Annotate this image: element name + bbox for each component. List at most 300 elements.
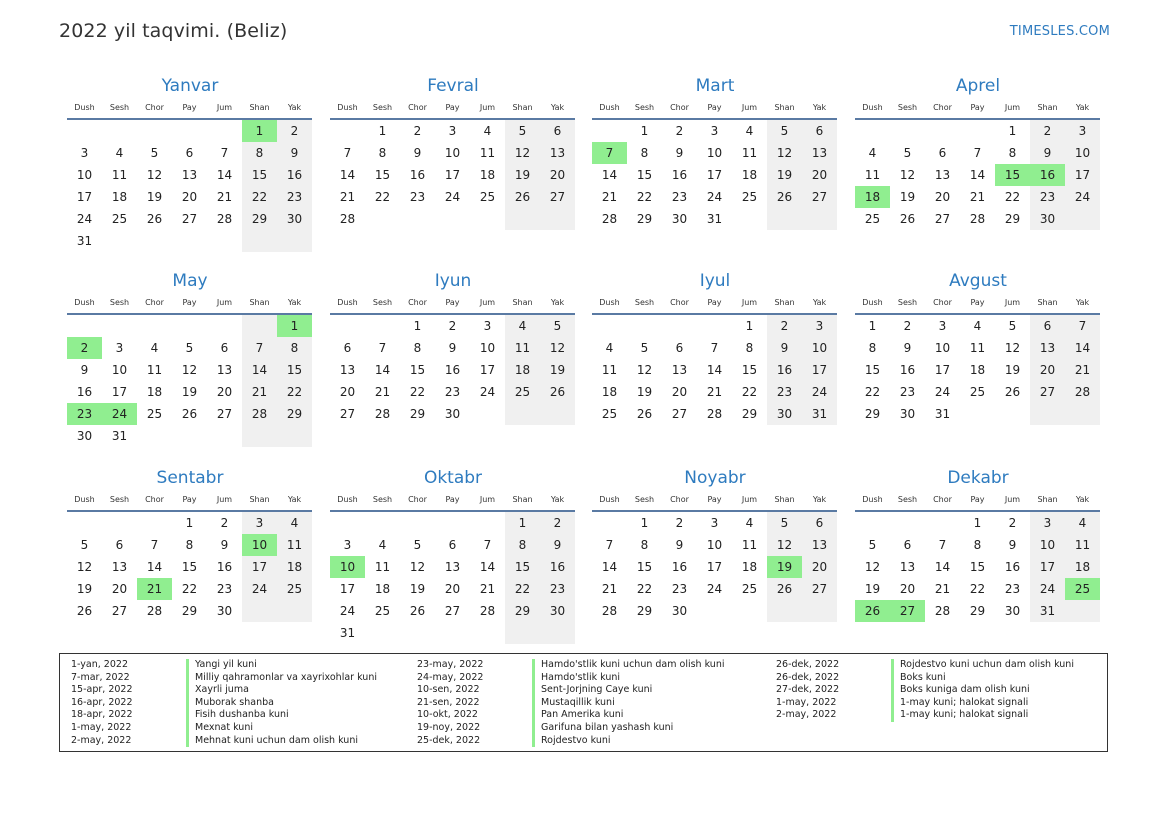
day-cell: 25 bbox=[505, 381, 540, 403]
weekday-label: Pay bbox=[707, 495, 722, 504]
day-cell: 11 bbox=[969, 341, 986, 355]
day-cell: 25 bbox=[741, 582, 758, 596]
weekday-header bbox=[67, 490, 312, 512]
day-cell: 11 bbox=[146, 363, 163, 377]
day-grid bbox=[330, 512, 575, 644]
day-cell: 28 bbox=[969, 212, 986, 226]
day-grid bbox=[67, 315, 312, 447]
day-cell: 28 bbox=[146, 604, 163, 618]
day-cell: 15 bbox=[409, 363, 426, 377]
day-cell: 13 bbox=[540, 142, 575, 164]
holiday-day-cell: 1 bbox=[242, 120, 277, 142]
day-cell: 29 bbox=[636, 212, 653, 226]
day-cell: 17 bbox=[444, 168, 461, 182]
day-cell: 6 bbox=[1030, 315, 1065, 337]
day-cell: 12 bbox=[636, 363, 653, 377]
day-cell: 16 bbox=[444, 363, 461, 377]
day-cell: 25 bbox=[601, 407, 618, 421]
day-cell: 6 bbox=[540, 120, 575, 142]
holiday-date: 23-may, 2022 bbox=[417, 659, 484, 670]
holiday-name: Boks kuni bbox=[891, 672, 946, 685]
day-cell: 30 bbox=[671, 604, 688, 618]
weekday-label: Shan bbox=[1037, 103, 1058, 112]
holiday-name: Xayrli juma bbox=[186, 684, 249, 697]
day-cell: 14 bbox=[374, 363, 391, 377]
day-cell: 5 bbox=[505, 120, 540, 142]
holiday-day-cell: 21 bbox=[137, 578, 172, 600]
day-cell: 18 bbox=[741, 560, 758, 574]
day-cell: 6 bbox=[185, 146, 194, 160]
weekday-header bbox=[330, 293, 575, 315]
weekday-label: Jum bbox=[479, 298, 496, 307]
day-cell: 8 bbox=[378, 146, 387, 160]
weekday-label: Pay bbox=[445, 103, 460, 112]
day-cell: 29 bbox=[181, 604, 198, 618]
day-cell: 14 bbox=[1065, 337, 1100, 359]
empty-cell bbox=[592, 512, 627, 534]
day-cell: 28 bbox=[479, 604, 496, 618]
day-cell: 7 bbox=[483, 538, 492, 552]
day-cell: 11 bbox=[374, 560, 391, 574]
holiday-name: Pan Amerika kuni bbox=[532, 709, 623, 722]
day-cell: 7 bbox=[1065, 315, 1100, 337]
holiday-day-cell: 10 bbox=[330, 556, 365, 578]
day-cell: 28 bbox=[706, 407, 723, 421]
holiday-name: Rojdestvo kuni uchun dam olish kuni bbox=[891, 659, 1074, 672]
day-cell: 29 bbox=[741, 407, 758, 421]
month-name: Fevral bbox=[427, 76, 479, 96]
day-cell: 31 bbox=[706, 212, 723, 226]
day-cell: 21 bbox=[216, 190, 233, 204]
empty-cell bbox=[732, 600, 767, 622]
weekday-label: Chor bbox=[670, 103, 689, 112]
day-cell: 29 bbox=[409, 407, 426, 421]
weekday-label: Jum bbox=[741, 103, 758, 112]
day-cell: 6 bbox=[802, 120, 837, 142]
holiday-date: 7-mar, 2022 bbox=[71, 671, 130, 683]
empty-cell bbox=[925, 120, 960, 142]
day-cell: 31 bbox=[1030, 600, 1065, 622]
day-cell: 11 bbox=[1065, 534, 1100, 556]
empty-cell bbox=[802, 600, 837, 622]
day-cell: 2 bbox=[1008, 516, 1017, 530]
day-cell: 9 bbox=[675, 538, 684, 552]
day-cell: 10 bbox=[1065, 142, 1100, 164]
holiday-name: Yangi yil kuni bbox=[186, 659, 257, 672]
day-cell: 11 bbox=[601, 363, 618, 377]
day-cell: 5 bbox=[185, 341, 194, 355]
weekday-header bbox=[855, 98, 1100, 120]
day-cell: 22 bbox=[242, 186, 277, 208]
weekday-label: Pay bbox=[445, 495, 460, 504]
day-cell: 21 bbox=[601, 582, 618, 596]
day-cell: 9 bbox=[1030, 142, 1065, 164]
day-cell: 6 bbox=[675, 341, 684, 355]
empty-cell bbox=[592, 120, 627, 142]
empty-cell bbox=[400, 208, 435, 230]
day-cell: 6 bbox=[903, 538, 912, 552]
day-cell: 13 bbox=[111, 560, 128, 574]
day-cell: 14 bbox=[216, 168, 233, 182]
holiday-name: Sent-Jorjning Caye kuni bbox=[532, 684, 652, 697]
holiday-day-cell: 16 bbox=[1030, 164, 1065, 186]
day-cell: 29 bbox=[277, 403, 312, 425]
day-cell: 11 bbox=[479, 146, 496, 160]
day-grid bbox=[855, 315, 1100, 425]
day-cell: 4 bbox=[745, 516, 754, 530]
day-cell: 23 bbox=[540, 578, 575, 600]
day-cell: 13 bbox=[1030, 337, 1065, 359]
month-avgust bbox=[855, 269, 1101, 425]
day-cell: 8 bbox=[242, 142, 277, 164]
empty-cell bbox=[137, 230, 172, 252]
day-cell: 22 bbox=[1004, 190, 1021, 204]
weekday-label: Yak bbox=[1075, 298, 1090, 307]
day-cell: 3 bbox=[80, 146, 89, 160]
day-cell: 1 bbox=[505, 512, 540, 534]
day-cell: 16 bbox=[540, 556, 575, 578]
weekday-label: Pay bbox=[182, 495, 197, 504]
empty-cell bbox=[435, 512, 470, 534]
empty-cell bbox=[470, 622, 505, 644]
holiday-date: 18-apr, 2022 bbox=[71, 709, 133, 721]
weekday-label: Chor bbox=[145, 103, 164, 112]
day-cell: 26 bbox=[767, 186, 802, 208]
day-cell: 18 bbox=[1065, 556, 1100, 578]
day-cell: 31 bbox=[802, 403, 837, 425]
month-sentabr bbox=[67, 466, 313, 622]
empty-cell bbox=[207, 230, 242, 252]
holiday-date: 1-yan, 2022 bbox=[71, 659, 128, 670]
day-cell: 22 bbox=[277, 381, 312, 403]
day-cell: 4 bbox=[378, 538, 387, 552]
empty-cell bbox=[925, 512, 960, 534]
day-cell: 22 bbox=[181, 582, 198, 596]
holiday-day-cell: 27 bbox=[890, 600, 925, 622]
weekday-label: Shan bbox=[512, 495, 533, 504]
day-cell: 27 bbox=[181, 212, 198, 226]
day-cell: 15 bbox=[242, 164, 277, 186]
empty-cell bbox=[505, 208, 540, 230]
empty-cell bbox=[172, 230, 207, 252]
holiday-date: 19-noy, 2022 bbox=[417, 721, 481, 733]
day-cell: 20 bbox=[1030, 359, 1065, 381]
day-cell: 20 bbox=[671, 385, 688, 399]
day-cell: 3 bbox=[802, 315, 837, 337]
day-cell: 27 bbox=[671, 407, 688, 421]
day-cell: 24 bbox=[1030, 578, 1065, 600]
day-cell: 26 bbox=[146, 212, 163, 226]
day-cell: 19 bbox=[505, 164, 540, 186]
weekday-label: Chor bbox=[933, 103, 952, 112]
day-cell: 5 bbox=[413, 538, 422, 552]
day-cell: 4 bbox=[277, 512, 312, 534]
weekday-label: Yak bbox=[812, 103, 827, 112]
day-cell: 11 bbox=[277, 534, 312, 556]
day-cell: 20 bbox=[339, 385, 356, 399]
weekday-label: Yak bbox=[1075, 495, 1090, 504]
month-name: Noyabr bbox=[684, 468, 746, 488]
weekday-header bbox=[330, 490, 575, 512]
month-iyul bbox=[592, 269, 838, 425]
day-cell: 12 bbox=[76, 560, 93, 574]
day-cell: 17 bbox=[706, 168, 723, 182]
day-cell: 8 bbox=[640, 538, 649, 552]
day-cell: 1 bbox=[378, 124, 387, 138]
holiday-name: Milliy qahramonlar va xayrixohlar kuni bbox=[186, 672, 377, 685]
holiday-day-cell: 7 bbox=[592, 142, 627, 164]
holiday-name: Hamdo'stlik kuni bbox=[532, 672, 620, 685]
day-grid bbox=[592, 315, 837, 425]
weekday-label: Pay bbox=[707, 298, 722, 307]
day-cell: 1 bbox=[745, 319, 754, 333]
weekday-label: Jum bbox=[1004, 495, 1021, 504]
day-cell: 3 bbox=[1030, 512, 1065, 534]
weekday-label: Chor bbox=[670, 298, 689, 307]
day-cell: 5 bbox=[767, 120, 802, 142]
weekday-label: Shan bbox=[774, 495, 795, 504]
day-cell: 1 bbox=[640, 516, 649, 530]
day-cell: 14 bbox=[969, 168, 986, 182]
day-cell: 24 bbox=[706, 582, 723, 596]
day-cell: 11 bbox=[741, 538, 758, 552]
day-cell: 26 bbox=[76, 604, 93, 618]
day-cell: 3 bbox=[938, 319, 947, 333]
weekday-label: Dush bbox=[862, 298, 883, 307]
day-cell: 21 bbox=[969, 190, 986, 204]
holiday-day-cell: 24 bbox=[102, 403, 137, 425]
weekday-label: Dush bbox=[337, 495, 358, 504]
day-cell: 16 bbox=[1004, 560, 1021, 574]
day-cell: 23 bbox=[899, 385, 916, 399]
empty-cell bbox=[890, 512, 925, 534]
weekday-label: Sesh bbox=[897, 103, 918, 112]
month-oktabr bbox=[330, 466, 576, 644]
weekday-label: Jum bbox=[216, 495, 233, 504]
day-cell: 8 bbox=[745, 341, 754, 355]
holiday-day-cell: 25 bbox=[1065, 578, 1100, 600]
day-cell: 14 bbox=[242, 359, 277, 381]
day-cell: 22 bbox=[636, 190, 653, 204]
day-cell: 25 bbox=[277, 578, 312, 600]
month-name: Dekabr bbox=[947, 468, 1009, 488]
day-cell: 24 bbox=[1065, 186, 1100, 208]
weekday-label: Chor bbox=[408, 495, 427, 504]
empty-cell bbox=[330, 512, 365, 534]
day-cell: 28 bbox=[339, 212, 356, 226]
day-grid bbox=[67, 120, 312, 252]
weekday-label: Pay bbox=[182, 298, 197, 307]
holiday-day-cell: 23 bbox=[67, 403, 102, 425]
day-cell: 8 bbox=[1008, 146, 1017, 160]
weekday-label: Shan bbox=[249, 298, 270, 307]
day-cell: 23 bbox=[1030, 186, 1065, 208]
day-cell: 23 bbox=[671, 582, 688, 596]
empty-cell bbox=[102, 230, 137, 252]
weekday-label: Dush bbox=[74, 495, 95, 504]
day-cell: 18 bbox=[601, 385, 618, 399]
day-cell: 24 bbox=[242, 578, 277, 600]
day-cell: 14 bbox=[339, 168, 356, 182]
day-cell: 2 bbox=[1030, 120, 1065, 142]
empty-cell bbox=[855, 512, 890, 534]
day-cell: 26 bbox=[409, 604, 426, 618]
weekday-label: Sesh bbox=[372, 495, 393, 504]
weekday-label: Yak bbox=[550, 298, 565, 307]
weekday-header bbox=[855, 293, 1100, 315]
day-cell: 19 bbox=[181, 385, 198, 399]
day-cell: 9 bbox=[767, 337, 802, 359]
day-cell: 13 bbox=[802, 142, 837, 164]
day-cell: 26 bbox=[636, 407, 653, 421]
weekday-label: Jum bbox=[1004, 103, 1021, 112]
day-cell: 4 bbox=[605, 341, 614, 355]
day-cell: 8 bbox=[185, 538, 194, 552]
empty-cell bbox=[995, 403, 1030, 425]
weekday-label: Yak bbox=[812, 495, 827, 504]
day-cell: 3 bbox=[710, 124, 719, 138]
weekday-label: Pay bbox=[707, 103, 722, 112]
day-cell: 4 bbox=[868, 146, 877, 160]
day-cell: 10 bbox=[706, 538, 723, 552]
empty-cell bbox=[435, 622, 470, 644]
holiday-date: 1-may, 2022 bbox=[71, 721, 132, 733]
day-cell: 5 bbox=[868, 538, 877, 552]
weekday-label: Shan bbox=[1037, 495, 1058, 504]
weekday-label: Sesh bbox=[897, 495, 918, 504]
month-name: Avgust bbox=[949, 271, 1007, 291]
empty-cell bbox=[242, 315, 277, 337]
day-cell: 8 bbox=[640, 146, 649, 160]
day-cell: 31 bbox=[111, 429, 128, 443]
weekday-label: Shan bbox=[512, 298, 533, 307]
day-cell: 1 bbox=[868, 319, 877, 333]
weekday-label: Sesh bbox=[109, 103, 130, 112]
day-cell: 5 bbox=[767, 512, 802, 534]
day-cell: 4 bbox=[1065, 512, 1100, 534]
day-cell: 30 bbox=[899, 407, 916, 421]
day-cell: 28 bbox=[601, 212, 618, 226]
weekday-label: Dush bbox=[599, 298, 620, 307]
day-cell: 3 bbox=[1065, 120, 1100, 142]
weekday-label: Shan bbox=[774, 298, 795, 307]
empty-cell bbox=[277, 425, 312, 447]
day-cell: 27 bbox=[540, 186, 575, 208]
day-cell: 1 bbox=[185, 516, 194, 530]
day-cell: 24 bbox=[76, 212, 93, 226]
day-cell: 9 bbox=[220, 538, 229, 552]
day-cell: 5 bbox=[150, 146, 159, 160]
holiday-name: Boks kuniga dam olish kuni bbox=[891, 684, 1030, 697]
day-cell: 7 bbox=[378, 341, 387, 355]
holiday-name: Mexnat kuni bbox=[186, 722, 253, 735]
day-cell: 7 bbox=[605, 538, 614, 552]
day-cell: 20 bbox=[540, 164, 575, 186]
holiday-date: 24-may, 2022 bbox=[417, 671, 484, 683]
day-cell: 27 bbox=[339, 407, 356, 421]
day-cell: 23 bbox=[1004, 582, 1021, 596]
day-cell: 15 bbox=[505, 556, 540, 578]
day-cell: 25 bbox=[741, 190, 758, 204]
day-cell: 20 bbox=[802, 164, 837, 186]
weekday-header bbox=[592, 490, 837, 512]
brand-link[interactable]: TIMESLES.COM bbox=[1009, 24, 1110, 39]
empty-cell bbox=[102, 315, 137, 337]
day-cell: 19 bbox=[636, 385, 653, 399]
day-cell: 10 bbox=[111, 363, 128, 377]
day-cell: 3 bbox=[710, 516, 719, 530]
day-cell: 6 bbox=[938, 146, 947, 160]
holiday-day-cell: 19 bbox=[767, 556, 802, 578]
empty-cell bbox=[1030, 403, 1065, 425]
day-cell: 4 bbox=[973, 319, 982, 333]
day-cell: 12 bbox=[864, 560, 881, 574]
weekday-label: Dush bbox=[862, 495, 883, 504]
day-cell: 22 bbox=[374, 190, 391, 204]
day-cell: 10 bbox=[1030, 534, 1065, 556]
day-cell: 16 bbox=[216, 560, 233, 574]
day-cell: 19 bbox=[540, 359, 575, 381]
empty-cell bbox=[540, 208, 575, 230]
day-cell: 14 bbox=[706, 363, 723, 377]
day-cell: 15 bbox=[741, 363, 758, 377]
day-cell: 3 bbox=[483, 319, 492, 333]
empty-cell bbox=[960, 403, 995, 425]
weekday-label: Sesh bbox=[634, 495, 655, 504]
day-cell: 18 bbox=[479, 168, 496, 182]
day-cell: 9 bbox=[413, 146, 422, 160]
day-cell: 4 bbox=[505, 315, 540, 337]
empty-cell bbox=[627, 315, 662, 337]
day-cell: 5 bbox=[80, 538, 89, 552]
day-cell: 10 bbox=[479, 341, 496, 355]
day-cell: 16 bbox=[899, 363, 916, 377]
day-cell: 11 bbox=[741, 146, 758, 160]
day-cell: 13 bbox=[181, 168, 198, 182]
day-cell: 15 bbox=[864, 363, 881, 377]
weekday-label: Dush bbox=[74, 298, 95, 307]
empty-cell bbox=[540, 403, 575, 425]
empty-cell bbox=[67, 120, 102, 142]
day-cell: 16 bbox=[767, 359, 802, 381]
month-mart bbox=[592, 74, 838, 230]
empty-cell bbox=[330, 315, 365, 337]
day-cell: 23 bbox=[444, 385, 461, 399]
day-cell: 7 bbox=[343, 146, 352, 160]
day-cell: 9 bbox=[675, 146, 684, 160]
day-cell: 12 bbox=[181, 363, 198, 377]
holiday-date: 2-may, 2022 bbox=[776, 709, 837, 721]
month-dekabr bbox=[855, 466, 1101, 622]
day-cell: 21 bbox=[934, 582, 951, 596]
day-cell: 9 bbox=[540, 534, 575, 556]
empty-cell bbox=[540, 622, 575, 644]
weekday-label: Pay bbox=[970, 298, 985, 307]
day-cell: 17 bbox=[1030, 556, 1065, 578]
day-cell: 23 bbox=[216, 582, 233, 596]
day-cell: 13 bbox=[339, 363, 356, 377]
day-cell: 29 bbox=[242, 208, 277, 230]
holiday-date: 25-dek, 2022 bbox=[417, 734, 481, 746]
holiday-date: 16-apr, 2022 bbox=[71, 696, 133, 708]
day-cell: 6 bbox=[448, 538, 457, 552]
day-grid bbox=[855, 120, 1100, 230]
month-name: Mart bbox=[695, 76, 735, 96]
weekday-label: Dush bbox=[599, 103, 620, 112]
day-cell: 5 bbox=[1008, 319, 1017, 333]
day-cell: 1 bbox=[640, 124, 649, 138]
day-cell: 17 bbox=[479, 363, 496, 377]
